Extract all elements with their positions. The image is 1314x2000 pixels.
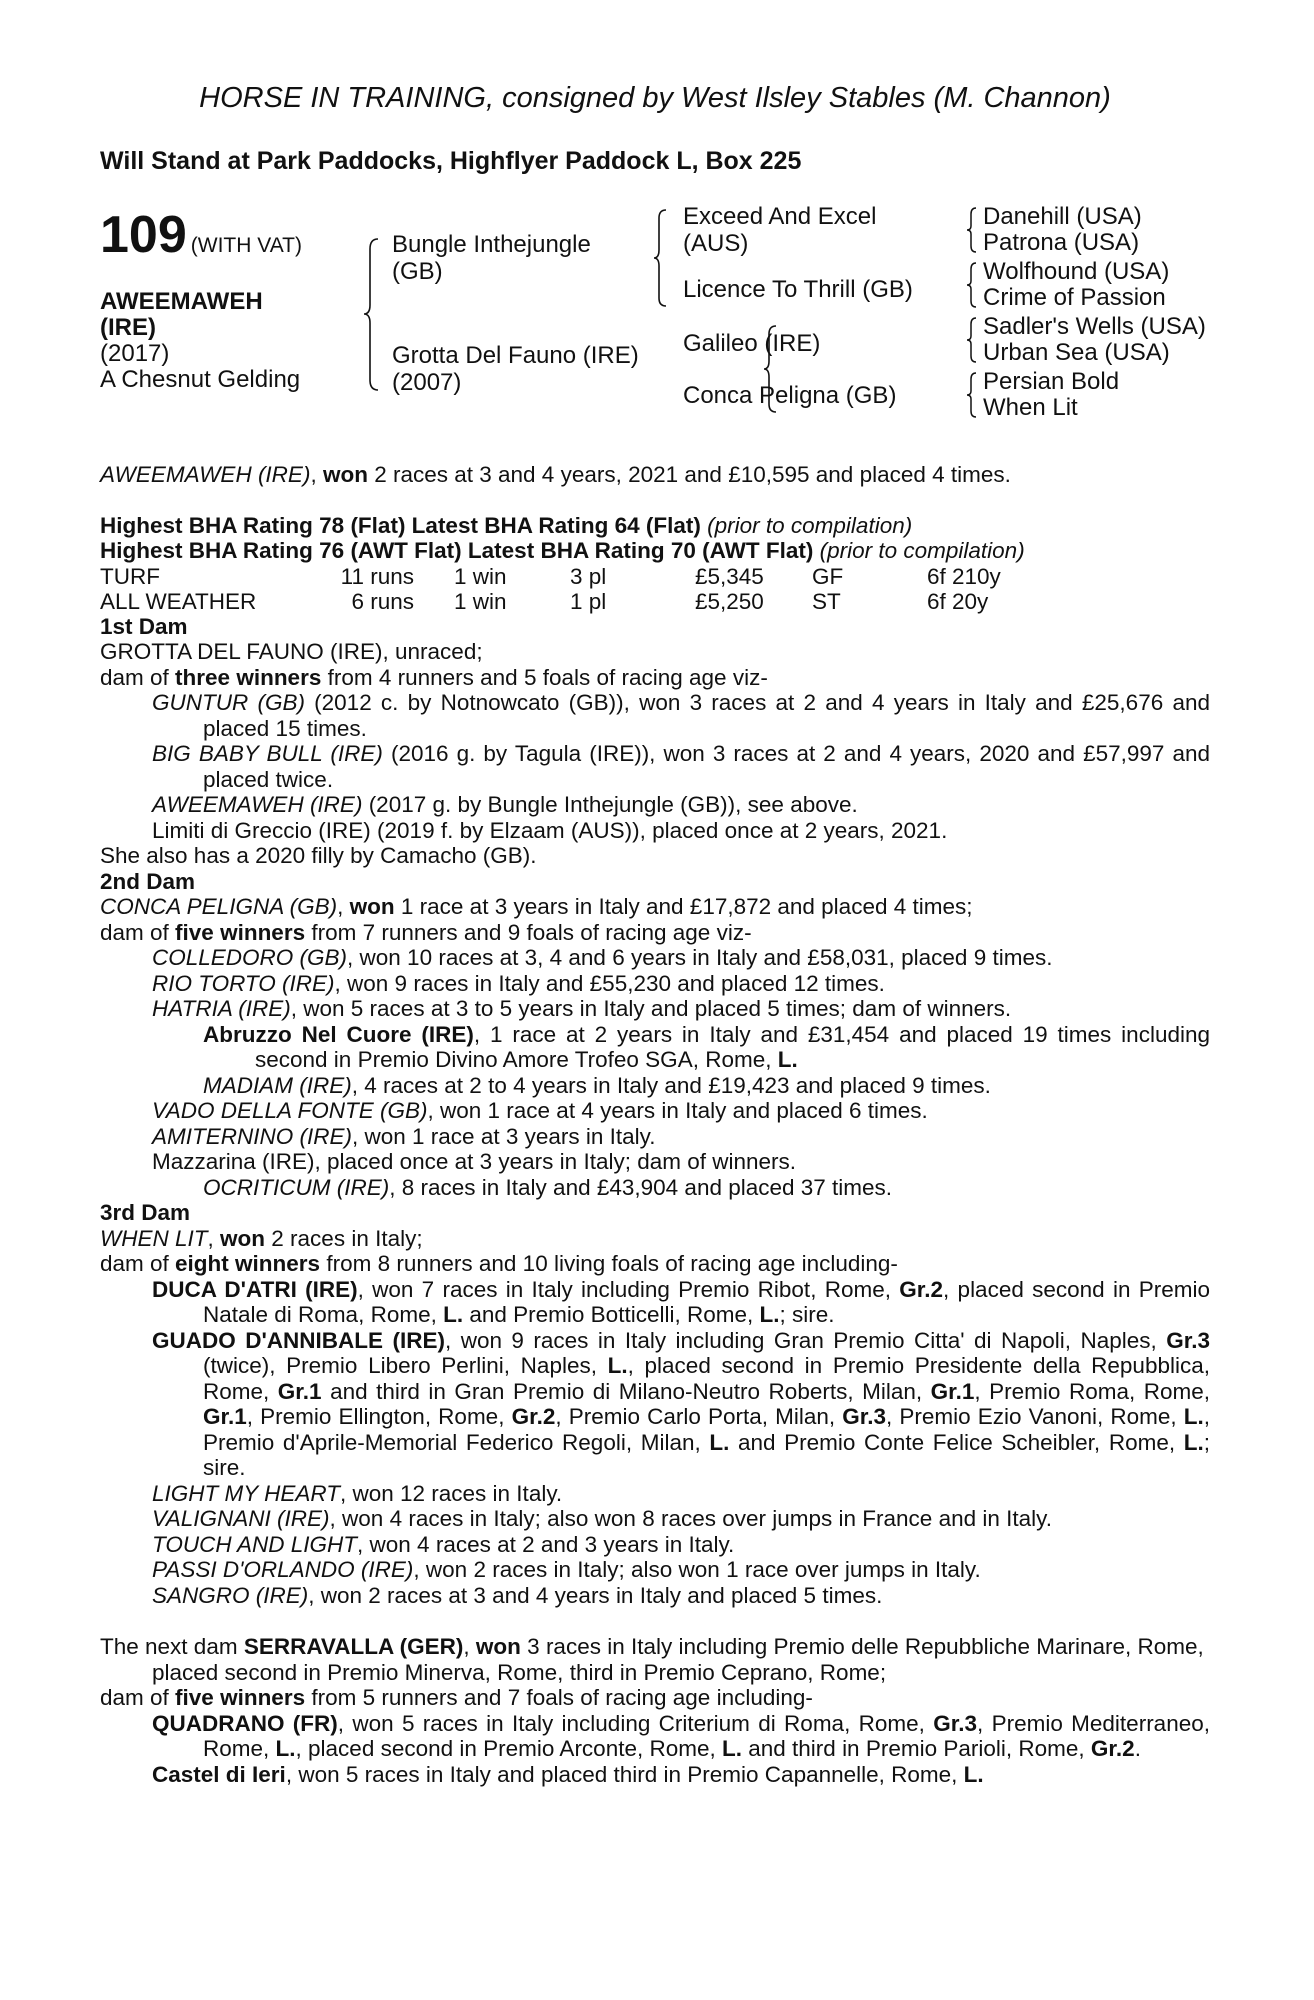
record-pl: 1 pl [570, 588, 607, 614]
progeny-entry [100, 690, 1210, 741]
record-wins: 1 win [454, 563, 507, 589]
t: 2 races in Italy; [265, 1225, 423, 1251]
grade: Gr.2 [511, 1404, 556, 1429]
dam3-line1 [100, 1226, 1210, 1252]
progeny-entry [100, 1557, 1210, 1583]
progeny-entry [100, 1277, 1210, 1328]
brace-g78 [966, 371, 978, 419]
progeny-name: RIO TORTO (IRE) [152, 970, 335, 996]
progeny-name: MADIAM (IRE) [203, 1072, 352, 1098]
progeny-text: , won 4 races in Italy; also won 8 races over jumps in France and in Italy. [329, 1506, 1052, 1531]
t: and third in Premio Parioli, Rome, [742, 1736, 1091, 1761]
brace-g56 [966, 316, 978, 364]
progeny-text: , won 12 races in Italy. [339, 1480, 563, 1506]
progeny-text: , won 2 races at 3 and 4 years in Italy and placed 5 times. [308, 1582, 883, 1608]
record-row [100, 589, 1027, 614]
progeny-text: , won 1 race at 3 years in Italy. [352, 1123, 656, 1149]
progeny-name: AWEEMAWEH (IRE) [152, 792, 363, 817]
progeny-entry [100, 996, 1210, 1022]
progeny-name: VADO DELLA FONTE (GB) [152, 1098, 428, 1123]
gp-5: Sadler's Wells (USA) [983, 313, 1206, 340]
record-wins: 1 win [454, 588, 507, 614]
progeny-entry: Limiti di Greccio (IRE) (2019 f. by Elzaam (AUS)), placed once at 2 years, 2021. [152, 817, 948, 843]
t: ; sire. [779, 1302, 835, 1327]
record-dist: 6f 20y [927, 588, 989, 614]
progeny-entry [100, 792, 1210, 818]
t: , won 9 races in Italy including Gran Premio Citta' di Napoli, Naples, [445, 1327, 1167, 1353]
sire-sire-country: (AUS) [683, 230, 749, 257]
progeny-text: (2012 c. by Notnowcato (GB)), won 3 races at 2 and 4 years in Italy and £25,676 and placed 15 times. [203, 690, 1210, 741]
page-header: HORSE IN TRAINING, consigned by West Ilsley Stables (M. Channon) [199, 82, 1111, 114]
t: dam of [100, 919, 176, 945]
grade: L. [777, 1047, 798, 1072]
t: The next dam [100, 1634, 244, 1659]
next-dam-name: SERRAVALLA (GER) [243, 1634, 464, 1659]
record-going: ST [812, 588, 841, 614]
progeny-text: (2016 g. by Tagula (IRE)), won 3 races at 2 and 4 years, 2020 and £57,997 and placed twice. [203, 741, 1210, 792]
progeny-text: , won 4 races at 2 and 3 years in Italy. [357, 1531, 735, 1557]
summary-text: 2 races at 3 and 4 years, 2021 and £10,595 and placed 4 times. [367, 462, 1011, 487]
progeny-text: , won 1 race at 4 years in Italy and placed 6 times. [427, 1098, 928, 1123]
t: . [1134, 1736, 1141, 1761]
t: ; sire. [203, 1429, 1210, 1480]
progeny-entry [100, 1532, 1210, 1558]
race-summary [100, 462, 1210, 488]
t: WHEN LIT [100, 1225, 208, 1251]
t: , Premio Roma, Rome, [974, 1378, 1210, 1404]
horse-year: (2017) [100, 340, 170, 367]
t: , placed second in Premio Natale di Roma, Rome, [203, 1276, 1210, 1327]
rating-flat [100, 513, 1210, 539]
progeny-name: AMITERNINO (IRE) [152, 1123, 352, 1149]
grade: Gr.3 [842, 1404, 886, 1429]
t: , Premio Ezio Vanoni, Rome, [886, 1404, 1184, 1429]
progeny-entry [100, 741, 1210, 792]
t: eight winners [175, 1251, 321, 1276]
progeny-entry [100, 1762, 1210, 1788]
catalogue-body [100, 462, 1210, 1787]
progeny-entry [100, 971, 1210, 997]
rating-awt [100, 538, 1210, 564]
dam-year: (2007) [392, 369, 462, 396]
grade: L. [275, 1736, 296, 1761]
t: , Premio Carlo Porta, Milan, [555, 1404, 843, 1429]
horse-identity [100, 289, 300, 393]
gp-7: Persian Bold [983, 368, 1120, 395]
t: 3 races in Italy including Premio delle Repubbliche Marinare, Rome, placed second in Premio Minerva, Rome, third in Premio Ceprano, Rome; [152, 1634, 1204, 1685]
grandparents-sire-line [983, 204, 1206, 421]
grade: L. [1183, 1404, 1204, 1429]
grand-progeny-entry [100, 1073, 1210, 1099]
t: , won 5 races in Italy and placed third in Premio Capannelle, Rome, [285, 1761, 964, 1787]
progeny-text: , won 2 races in Italy; also won 1 race over jumps in Italy. [413, 1557, 981, 1582]
grade: L. [709, 1429, 730, 1455]
grade: L. [1183, 1429, 1204, 1455]
grand-progeny-entry [100, 1022, 1210, 1073]
grade: Gr.2 [899, 1276, 944, 1302]
progeny-name: PASSI D'ORLANDO (IRE) [152, 1557, 414, 1582]
progeny-name: Castel di Ieri [152, 1761, 286, 1787]
gp-3: Wolfhound (USA) [983, 258, 1170, 285]
t: and third in Gran Premio di Milano-Neutro Roberts, Milan, [321, 1378, 931, 1404]
dam1-line1: GROTTA DEL FAUNO (IRE), unraced; [100, 639, 483, 664]
t: , Premio Ellington, Rome, [246, 1404, 512, 1429]
dam1-line2 [100, 665, 1210, 691]
record-surface: ALL WEATHER [100, 588, 257, 614]
progeny-name: TOUCH AND LIGHT [152, 1531, 358, 1557]
sire-country: (GB) [392, 258, 443, 285]
t: dam of [100, 1685, 176, 1710]
grade: L. [759, 1302, 780, 1327]
rating-flat-text: Highest BHA Rating 78 (Flat) Latest BHA Rating 64 (Flat) [100, 512, 701, 538]
grade: L. [963, 1761, 984, 1787]
stand-location: Will Stand at Park Paddocks, Highflyer Paddock L, Box 225 [100, 147, 802, 175]
t: won [475, 1634, 521, 1659]
progeny-name: HATRIA (IRE) [152, 996, 291, 1021]
next-dam-line2 [100, 1685, 1210, 1711]
horse-description: A Chesnut Gelding [100, 366, 301, 393]
t: (twice), Premio Libero Perlini, Naples, [203, 1353, 608, 1378]
t: , won 7 races in Italy including Premio Ribot, Rome, [357, 1276, 900, 1302]
pedigree-brace-main [362, 237, 380, 392]
dam2-line1 [100, 894, 1210, 920]
horse-suffix: (IRE) [100, 314, 156, 341]
t: , placed second in Premio Arconte, Rome, [295, 1736, 722, 1761]
progeny-entry [100, 1481, 1210, 1507]
dam-sire: Galileo (IRE) [683, 330, 821, 357]
t: five winners [175, 919, 306, 945]
lot-number-block [100, 205, 302, 265]
progeny-entry: Mazzarina (IRE), placed once at 3 years in Italy; dam of winners. [152, 1149, 797, 1174]
section-3rd-dam: 3rd Dam [100, 1200, 191, 1225]
brace-g12 [966, 206, 978, 254]
gp-4: Crime of Passion [983, 284, 1166, 311]
progeny-text: , won 10 races at 3, 4 and 6 years in Italy and £58,031, placed 9 times. [347, 945, 1053, 970]
sire [392, 231, 591, 285]
t: and Premio Conte Felice Scheibler, Rome, [729, 1429, 1184, 1455]
progeny-name: COLLEDORO (GB) [152, 945, 348, 970]
record-dist: 6f 210y [927, 563, 1001, 589]
grade: Gr.1 [930, 1378, 975, 1404]
summary-won: won [322, 462, 368, 487]
t: won [349, 894, 395, 919]
grade: Gr.1 [277, 1378, 322, 1404]
progeny-entry [100, 1328, 1210, 1481]
grade: L. [443, 1302, 464, 1327]
progeny-entry [100, 1124, 1210, 1150]
dam2-line2 [100, 920, 1210, 946]
t: 1 race at 3 years in Italy and £17,872 and placed 4 times; [394, 894, 973, 919]
t: CONCA PELIGNA (GB) [100, 894, 338, 919]
progeny-text: , won 9 races in Italy and £55,230 and placed 12 times. [334, 970, 885, 996]
t: , Premio d'Aprile-Memorial Federico Regoli, Milan, [203, 1404, 1210, 1455]
lot-number: 109 [100, 206, 187, 264]
progeny-entry [100, 945, 1210, 971]
t: from 8 runners and 10 living foals of racing age including- [320, 1251, 898, 1276]
progeny-name: Abruzzo Nel Cuore (IRE) [203, 1021, 474, 1047]
grand-progeny-entry [100, 1175, 1210, 1201]
progeny-text: , 4 races at 2 to 4 years in Italy and £19,423 and placed 9 times. [351, 1072, 991, 1098]
rating-flat-note: (prior to compilation) [700, 512, 913, 538]
summary-sep: , [310, 462, 323, 487]
section-2nd-dam: 2nd Dam [100, 868, 196, 894]
t: , [463, 1634, 476, 1659]
t: from 7 runners and 9 foals of racing age viz- [305, 919, 752, 945]
sire-name: Bungle Inthejungle [392, 231, 591, 258]
section-1st-dam: 1st Dam [100, 613, 188, 639]
horse-name: AWEEMAWEH [100, 288, 263, 315]
summary-horse: AWEEMAWEH (IRE) [100, 462, 311, 487]
progeny-name: BIG BABY BULL (IRE) [152, 741, 383, 766]
progeny-entry [100, 1583, 1210, 1609]
progeny-text: , 1 race at 2 years in Italy and £31,454 and placed 19 times including second in Premio Divino Amore Trofeo SGA, Rome, [255, 1021, 1210, 1072]
race-record-table [100, 564, 1027, 614]
grade: Gr.3 [1166, 1327, 1210, 1353]
progeny-text: , won 5 races at 3 to 5 years in Italy and placed 5 times; dam of winners. [290, 996, 1012, 1021]
gp-6: Urban Sea (USA) [983, 339, 1170, 366]
progeny-name: GUADO D'ANNIBALE (IRE) [152, 1327, 445, 1353]
progeny-name: VALIGNANI (IRE) [152, 1506, 330, 1531]
sire-sire-name: Exceed And Excel [683, 203, 877, 230]
progeny-name: LIGHT MY HEART [152, 1480, 340, 1506]
progeny-name: GUNTUR (GB) [152, 690, 305, 715]
gp-8: When Lit [983, 394, 1078, 421]
record-pl: 3 pl [570, 563, 607, 589]
record-runs: 6 runs [351, 588, 414, 614]
rating-awt-note: (prior to compilation) [813, 538, 1025, 563]
next-dam-line1 [100, 1634, 1210, 1685]
pedigree-brace-sire [652, 208, 668, 308]
grade: Gr.1 [203, 1404, 247, 1429]
record-surface: TURF [100, 563, 160, 589]
progeny-name: QUADRANO (FR) [152, 1710, 338, 1736]
progeny-name: SANGRO (IRE) [152, 1582, 309, 1608]
dam3-line2 [100, 1251, 1210, 1277]
t: , Premio Mediterraneo, Rome, [203, 1710, 1210, 1761]
record-prize: £5,345 [695, 563, 764, 589]
progeny-entry [100, 1711, 1210, 1762]
gp-1: Danehill (USA) [983, 203, 1142, 230]
t: , [337, 894, 350, 919]
progeny-entry [100, 1098, 1210, 1124]
t: and Premio Botticelli, Rome, [463, 1302, 760, 1327]
dam-dam: Conca Peligna (GB) [683, 382, 897, 409]
t: , placed second in Premio Presidente della Repubblica, Rome, [203, 1353, 1210, 1404]
dam1-note: She also has a 2020 filly by Camacho (GB). [100, 843, 537, 868]
record-prize: £5,250 [695, 588, 764, 614]
progeny-text: (2017 g. by Bungle Inthejungle (GB)), see above. [362, 792, 858, 817]
t: dam of [100, 1251, 176, 1276]
grade: Gr.2 [1090, 1736, 1135, 1761]
t: , [207, 1225, 221, 1251]
grade: L. [722, 1736, 742, 1761]
sire-sire [683, 203, 876, 257]
record-going: GF [812, 563, 844, 589]
grade: L. [607, 1353, 628, 1378]
t: , won 5 races in Italy including Criterium di Roma, Rome, [337, 1710, 934, 1736]
sire-dam: Licence To Thrill (GB) [683, 276, 913, 303]
gp-2: Patrona (USA) [983, 229, 1140, 256]
progeny-text: , 8 races in Italy and £43,904 and placed 37 times. [389, 1174, 893, 1200]
vat-label: (WITH VAT) [190, 234, 302, 257]
t: won [220, 1225, 266, 1251]
rating-awt-text: Highest BHA Rating 76 (AWT Flat) Latest BHA Rating 70 (AWT Flat) [100, 538, 814, 563]
record-row [100, 564, 1027, 589]
grade: Gr.3 [933, 1710, 978, 1736]
dam-name: Grotta Del Fauno (IRE) [392, 342, 639, 369]
t: from 5 runners and 7 foals of racing age including- [305, 1685, 813, 1710]
t: from 4 runners and 5 foals of racing age viz- [321, 664, 768, 690]
brace-g34 [966, 261, 978, 309]
t: three winners [175, 664, 322, 690]
progeny-entry [100, 1506, 1210, 1532]
t: five winners [175, 1685, 306, 1710]
record-runs: 11 runs [340, 563, 414, 589]
progeny-name: OCRITICUM (IRE) [203, 1174, 390, 1200]
t: dam of [100, 664, 176, 690]
dam [392, 342, 639, 396]
progeny-name: DUCA D'ATRI (IRE) [152, 1276, 358, 1302]
